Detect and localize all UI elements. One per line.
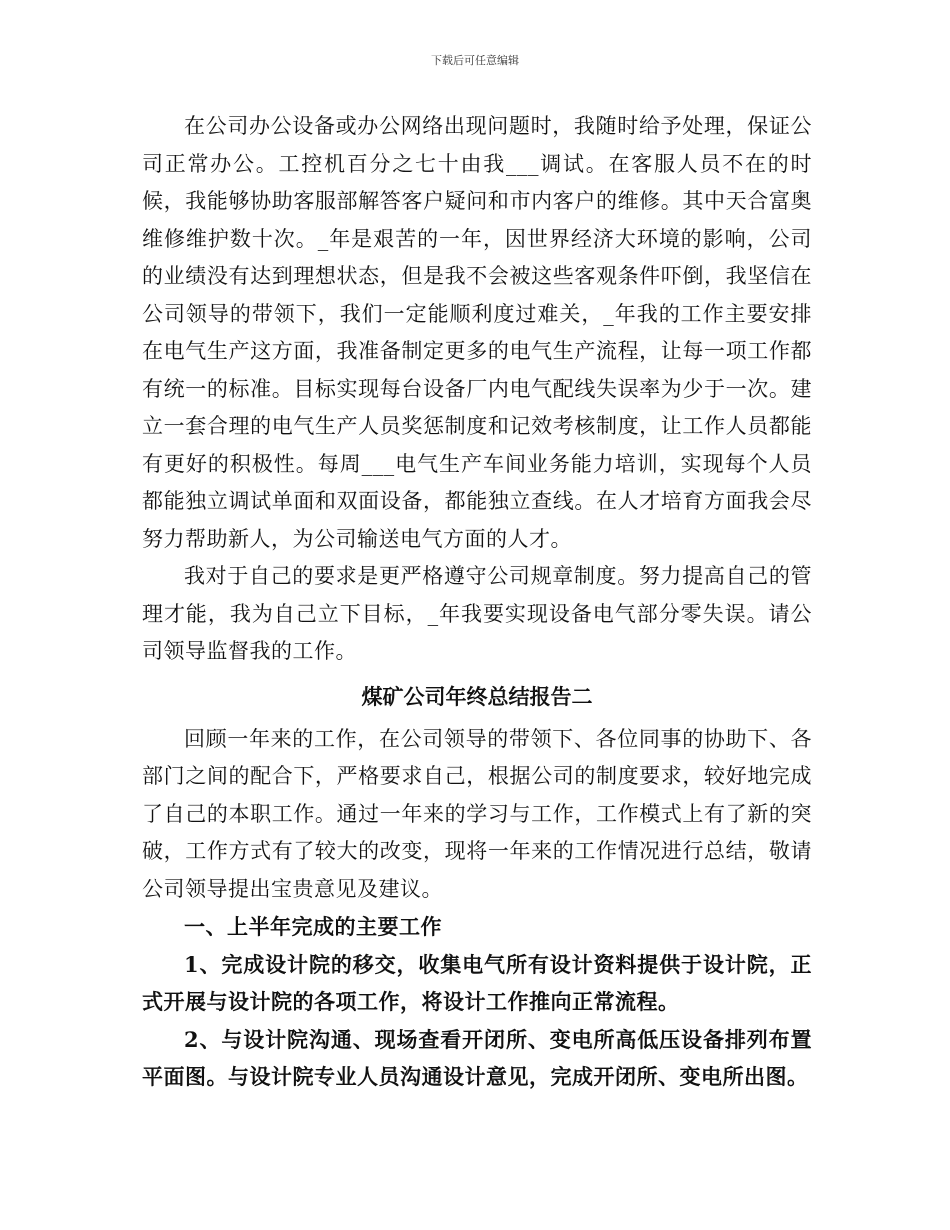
subheading-first-half: 一、上半年完成的主要工作 — [184, 914, 442, 939]
paragraph-work-plan: 在公司办公设备或办公网络出现问题时，我随时给予处理，保证公司正常办公。工控机百分之七十由我___调试。在客服人员不在的时候，我能够协助客服部解答客户疑问和市内客户的维修。其中天合富奥维修维护数十次。_年是艰苦的一年，因世界经济大环境的影响，公司的业绩没有达到理想状态，但是我不会被这些客观条件吓倒，我坚信在公司领导的带领下，我们一定能顺利度过难关，_年我的工作主要安排在电气生产这方面，我准备制定更多的电气生产流程，让每一项工作都有统一的标准。目标实现每台设备厂内电气配线失误率为少于一次。建立一套合理的电气生产人员奖惩制度和记效考核制度，让工作人员都能有更好的积极性。每周___电气生产车间业务能力培训，实现每个人员都能独立调试单面和双面设备，都能独立查线。在人才培育方面我会尽努力帮助新人，为公司输送电气方面的人才。 — [142, 114, 812, 551]
list-item-2: 2、与设计院沟通、现场查看开闭所、变电所高低压设备排列布置平面图。与设计院专业人员沟通设计意见，完成开闭所、变电所出图。 — [142, 1026, 812, 1089]
document-body — [142, 108, 812, 1096]
paragraph-review: 回顾一年来的工作，在公司领导的带领下、各位同事的协助下、各部门之间的配合下，严格要求自己，根据公司的制度要求，较好地完成了自己的本职工作。通过一年来的学习与工作，工作模式上有了新的突破，工作方式有了较大的改变，现将一年来的工作情况进行总结，敬请公司领导提出宝贵意见及建议。 — [142, 726, 812, 901]
paragraph-self-requirements: 我对于自己的要求是更严格遵守公司规章制度。努力提高自己的管理才能，我为自己立下目标，_年我要实现设备电气部分零失误。请公司领导监督我的工作。 — [142, 564, 812, 663]
section-title: 煤矿公司年终总结报告二 — [361, 683, 593, 709]
page-header-note: 下载后可任意编辑 — [431, 54, 519, 67]
list-item-1: 1、完成设计院的移交，收集电气所有设计资料提供于设计院，正式开展与设计院的各项工作，将设计工作推向正常流程。 — [142, 951, 812, 1014]
